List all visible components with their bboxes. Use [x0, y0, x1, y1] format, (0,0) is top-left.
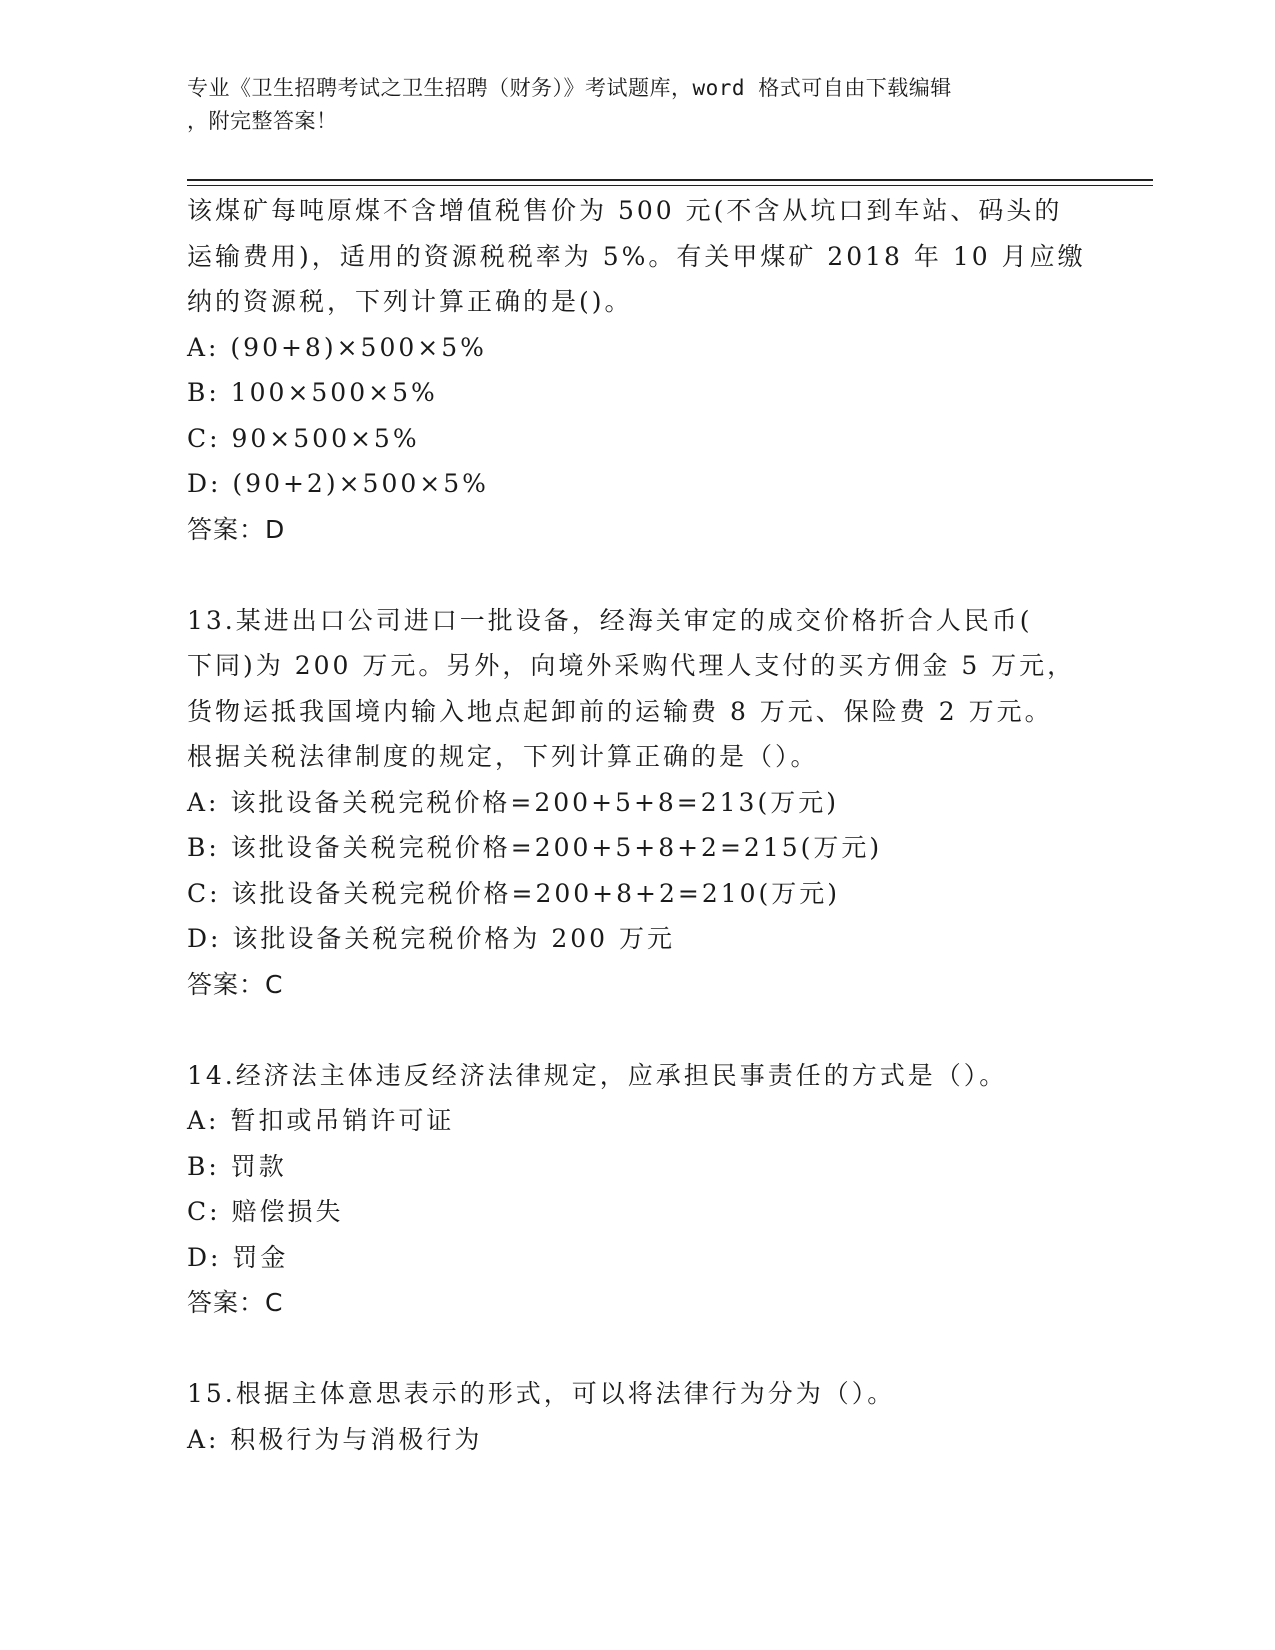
- header-rule-thin: [187, 185, 1153, 186]
- option-c: C: 赔偿损失: [187, 1197, 344, 1226]
- option-c: C: 90×500×5%: [187, 423, 420, 453]
- question-stem-line: 货物运抵我国境内输入地点起卸前的运输费 8 万元、保险费 2 万元。: [187, 696, 1053, 726]
- option-b: B: 100×500×5%: [187, 378, 438, 407]
- question-14: [187, 1053, 1087, 1326]
- spacer: [187, 552, 1087, 598]
- spacer: [187, 1326, 1087, 1372]
- header-line-2: ，附完整答案！: [187, 109, 338, 133]
- option-a: A: 暂扣或吊销许可证: [187, 1106, 455, 1135]
- option-d: D: 该批设备关税完税价格为 200 万元: [187, 924, 676, 953]
- answer-line: 答案：C: [187, 969, 284, 999]
- answer-line: 答案：D: [187, 514, 286, 544]
- option-a: A: 积极行为与消极行为: [187, 1424, 483, 1454]
- question-stem-line: 14.经济法主体违反经济法律规定，应承担民事责任的方式是（）。: [187, 1060, 1008, 1090]
- document-header: [187, 72, 1067, 138]
- spacer: [187, 1007, 1087, 1053]
- question-stem-line: 运输费用)，适用的资源税税率为 5%。有关甲煤矿 2018 年 10 月应缴: [187, 241, 1086, 271]
- question-stem-line: 根据关税法律制度的规定，下列计算正确的是（）。: [187, 742, 819, 771]
- question-stem-line: 13.某进出口公司进口一批设备，经海关审定的成交价格折合人民币(: [187, 605, 1033, 635]
- option-c: C: 该批设备关税完税价格=200+8+2=210(万元): [187, 878, 841, 908]
- question-12: [187, 188, 1087, 552]
- question-15: [187, 1371, 1087, 1462]
- question-stem-line: 该煤矿每吨原煤不含增值税售价为 500 元(不含从坑口到车站、码头的: [187, 196, 1063, 225]
- option-a: A: (90+8)×500×5%: [187, 332, 487, 362]
- option-a: A: 该批设备关税完税价格=200+5+8=213(万元): [187, 787, 839, 817]
- question-13: [187, 598, 1087, 1008]
- question-stem-line: 纳的资源税，下列计算正确的是()。: [187, 287, 633, 316]
- header-rule-thick: [187, 179, 1153, 181]
- option-b: B: 该批设备关税完税价格=200+5+8+2=215(万元): [187, 833, 883, 862]
- question-stem-line: 下同)为 200 万元。另外，向境外采购代理人支付的买方佣金 5 万元，: [187, 651, 1076, 680]
- option-d: D: 罚金: [187, 1242, 289, 1272]
- question-stem-line: 15.根据主体意思表示的形式，可以将法律行为分为（）。: [187, 1379, 896, 1408]
- option-d: D: (90+2)×500×5%: [187, 469, 489, 498]
- option-b: B: 罚款: [187, 1151, 287, 1181]
- question-list: [187, 188, 1087, 1462]
- answer-line: 答案：C: [187, 1288, 284, 1317]
- header-line-1: 专业《卫生招聘考试之卫生招聘（财务）》考试题库，word 格式可自由下载编辑: [187, 76, 952, 100]
